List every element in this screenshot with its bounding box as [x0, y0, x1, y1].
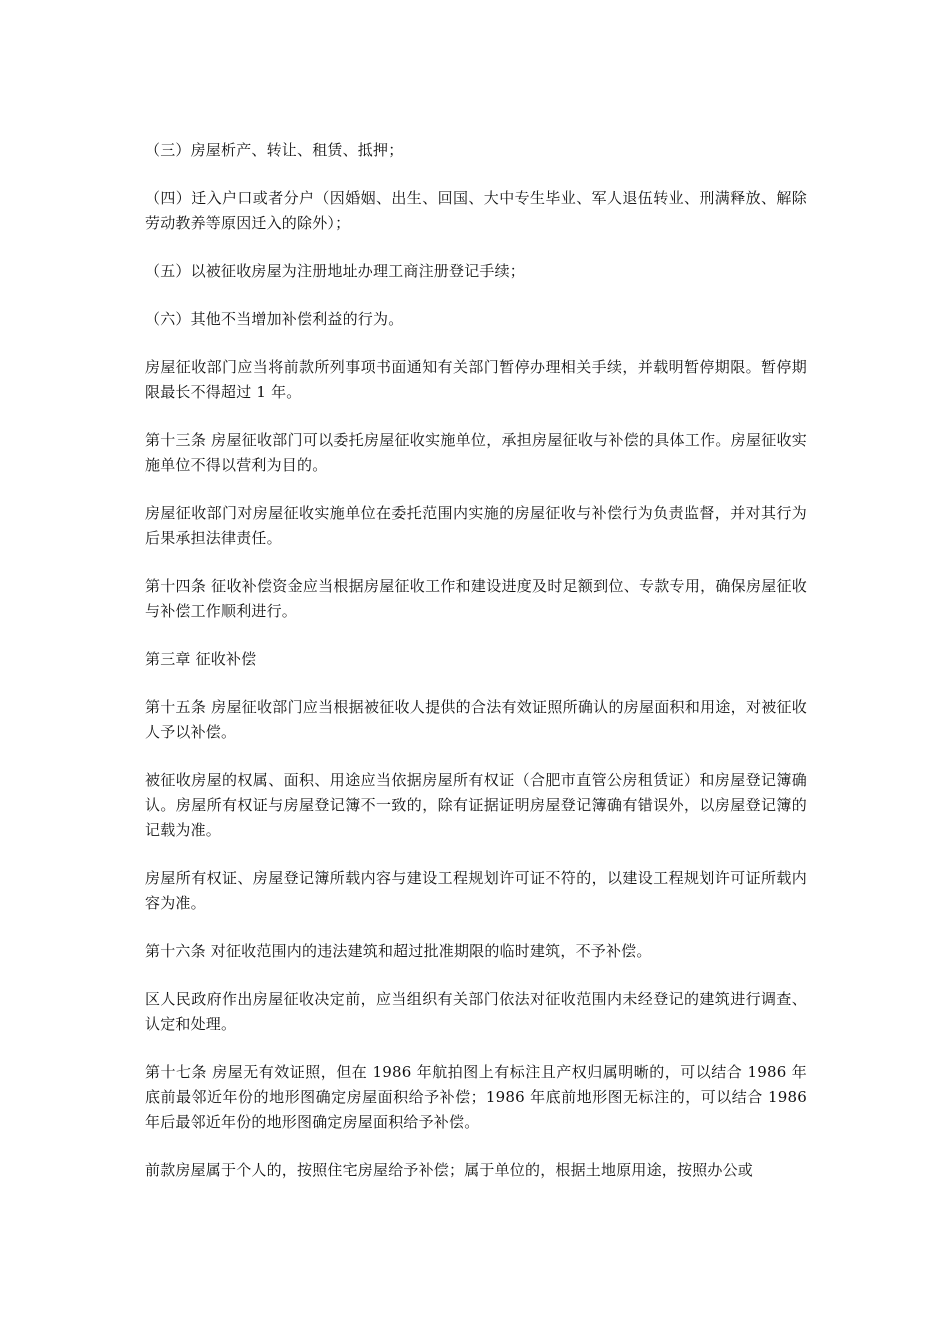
chapter-3-heading: 第三章 征收补偿 [145, 650, 257, 668]
paragraph-suspension-notice: 房屋征收部门应当将前款所列事项书面通知有关部门暂停办理相关手续，并载明暂停期限。暂停期限最长不得超过 1 年。 [145, 358, 807, 401]
article-15-ownership: 被征收房屋的权属、面积、用途应当依据房屋所有权证（合肥市直管公房租赁证）和房屋登记簿确认。房屋所有权证与房屋登记簿不一致的，除有证据证明房屋登记簿确有错误外，以房屋登记簿的记载为准。 [145, 771, 807, 839]
document-body [145, 138, 807, 1206]
paragraph-item-6: （六）其他不当增加补偿利益的行为。 [145, 310, 404, 328]
article-15-planning-permit: 房屋所有权证、房屋登记簿所载内容与建设工程规划许可证不符的，以建设工程规划许可证所载内容为准。 [145, 869, 807, 912]
article-13: 第十三条 房屋征收部门可以委托房屋征收实施单位，承担房屋征收与补偿的具体工作。房屋征收实施单位不得以营利为目的。 [145, 431, 807, 474]
article-16: 第十六条 对征收范围内的违法建筑和超过批准期限的临时建筑，不予补偿。 [145, 942, 652, 960]
article-15: 第十五条 房屋征收部门应当根据被征收人提供的合法有效证照所确认的房屋面积和用途，对被征收人予以补偿。 [145, 698, 807, 741]
article-14: 第十四条 征收补偿资金应当根据房屋征收工作和建设进度及时足额到位、专款专用，确保房屋征收与补偿工作顺利进行。 [145, 577, 807, 620]
paragraph-item-3: （三）房屋析产、转让、租赁、抵押； [145, 141, 404, 159]
article-17-classification: 前款房屋属于个人的，按照住宅房屋给予补偿；属于单位的，根据土地原用途，按照办公或 [145, 1161, 754, 1179]
paragraph-item-5: （五）以被征收房屋为注册地址办理工商注册登记手续； [145, 262, 526, 280]
article-17: 第十七条 房屋无有效证照，但在 1986 年航拍图上有标注且产权归属明晰的，可以结合 1986 年底前最邻近年份的地形图确定房屋面积给予补偿；1986 年底前地形图无标注的，可以结合 1986 年后最邻近年份的地形图确定房屋面积给予补偿。 [145, 1063, 807, 1131]
article-16-investigation: 区人民政府作出房屋征收决定前，应当组织有关部门依法对征收范围内未经登记的建筑进行调查、认定和处理。 [145, 990, 807, 1033]
paragraph-item-4: （四）迁入户口或者分户（因婚姻、出生、回国、大中专生毕业、军人退伍转业、刑满释放、解除劳动教养等原因迁入的除外）； [145, 189, 807, 232]
article-13-supervision: 房屋征收部门对房屋征收实施单位在委托范围内实施的房屋征收与补偿行为负责监督，并对其行为后果承担法律责任。 [145, 504, 807, 547]
